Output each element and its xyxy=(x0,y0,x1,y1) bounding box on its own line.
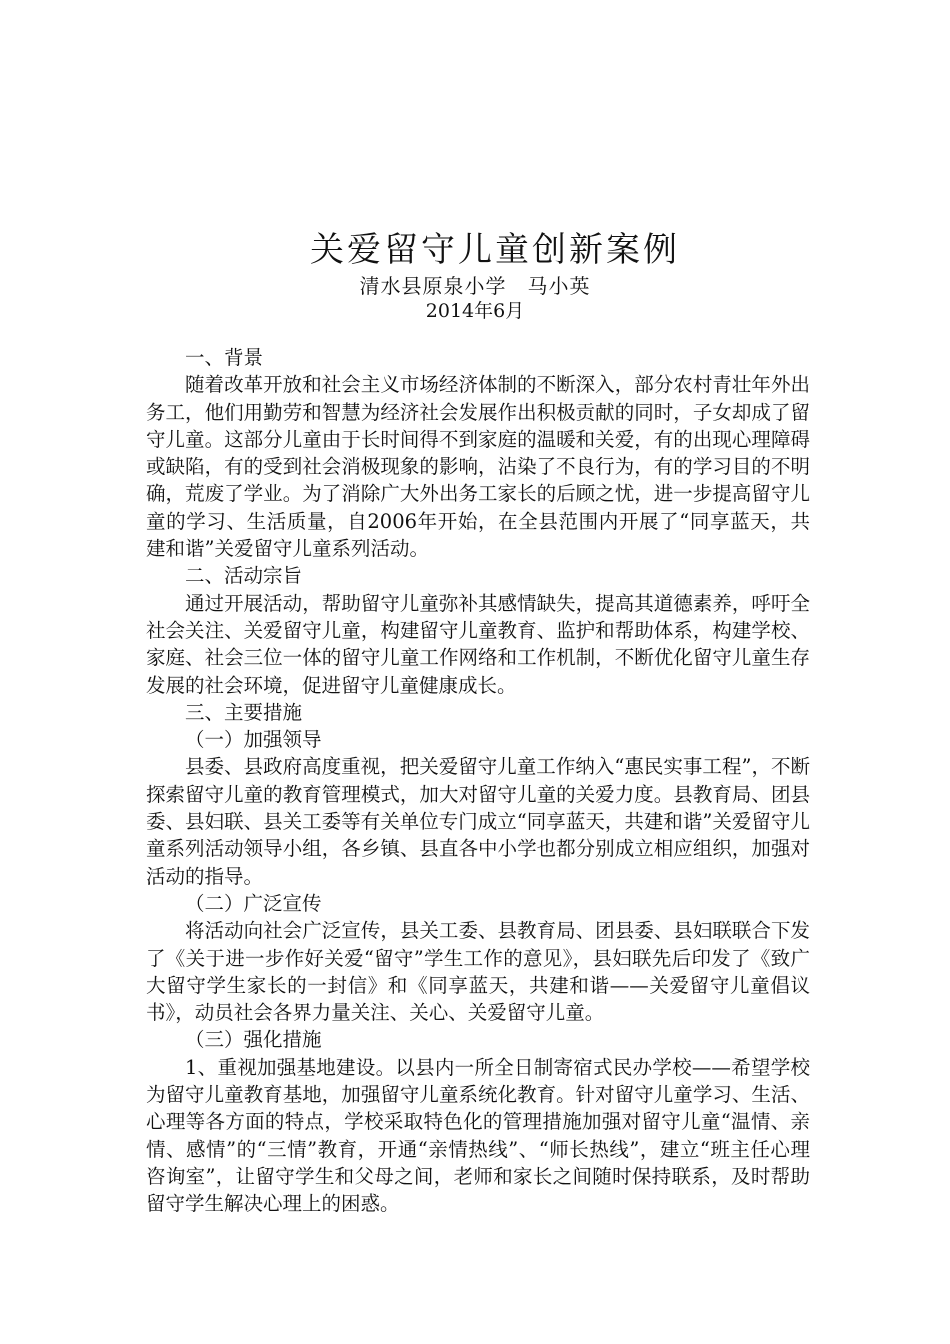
subheading-leadership: （一）加强领导 xyxy=(185,728,322,752)
section-heading-purpose: 二、活动宗旨 xyxy=(185,564,303,588)
paragraph-background: 随着改革开放和社会主义市场经济体制的不断深入，部分农村青壮年外出务工，他们用勤劳和智慧为经济社会发展作出积极贡献的同时，子女却成了留守儿童。这部分儿童由于长时间得不到家庭的温暖和关爱，有的出现心理障碍或缺陷，有的受到社会消极现象的影响，沾染了不良行为，有的学习目的不明确，荒废了学业。为了消除广大外出务工家长的后顾之忧，进一步提高留守儿童的学习、生活质量，自2006年开始，在全县范围内开展了“同享蓝天，共建和谐”关爱留守儿童系列活动。 xyxy=(146,373,810,561)
subheading-strengthen: （三）强化措施 xyxy=(185,1028,322,1052)
paragraph-purpose: 通过开展活动，帮助留守儿童弥补其感情缺失，提高其道德素养，呼吁全社会关注、关爱留守儿童，构建留守儿童教育、监护和帮助体系，构建学校、家庭、社会三位一体的留守儿童工作网络和工作机制，不断优化留守儿童生存发展的社会环境，促进留守儿童健康成长。 xyxy=(146,591,810,697)
paragraph-publicity: 将活动向社会广泛宣传，县关工委、县教育局、团县委、县妇联联合下发了《关于进一步作好关爱“留守”学生工作的意见》，县妇联先后印发了《致广大留守学生家长的一封信》和《同享蓝天，共建和谐——关爱留守儿童倡议书》，动员社会各界力量关注、关心、关爱留守儿童。 xyxy=(146,919,810,1025)
subheading-publicity: （二）广泛宣传 xyxy=(185,891,322,915)
section-heading-measures: 三、主要措施 xyxy=(185,700,303,724)
document-author: 清水县原泉小学 马小英 xyxy=(359,274,591,298)
paragraph-strengthen: 1、重视加强基地建设。以县内一所全日制寄宿式民办学校——希望学校为留守儿童教育基地，加强留守儿童系统化教育。针对留守儿童学习、生活、心理等各方面的特点，学校采取特色化的管理措施加强对留守儿童“温情、亲情、感情”的“三情”教育，开通“亲情热线”、“师长热线”，建立“班主任心理咨询室”，让留守学生和父母之间，老师和家长之间随时保持联系，及时帮助留守学生解决心理上的困惑。 xyxy=(146,1055,810,1216)
document-date: 2014年6月 xyxy=(425,300,525,322)
document-title: 关爱留守儿童创新案例 xyxy=(310,230,680,270)
paragraph-leadership: 县委、县政府高度重视，把关爱留守儿童工作纳入“惠民实事工程”，不断探索留守儿童的教育管理模式，加大对留守儿童的关爱力度。县教育局、团县委、县妇联、县关工委等有关单位专门成立“同享蓝天，共建和谐”关爱留守儿童系列活动领导小组，各乡镇、县直各中小学也都分别成立相应组织，加强对活动的指导。 xyxy=(146,755,810,888)
section-heading-background: 一、背景 xyxy=(185,346,264,369)
document-body xyxy=(146,344,810,1218)
